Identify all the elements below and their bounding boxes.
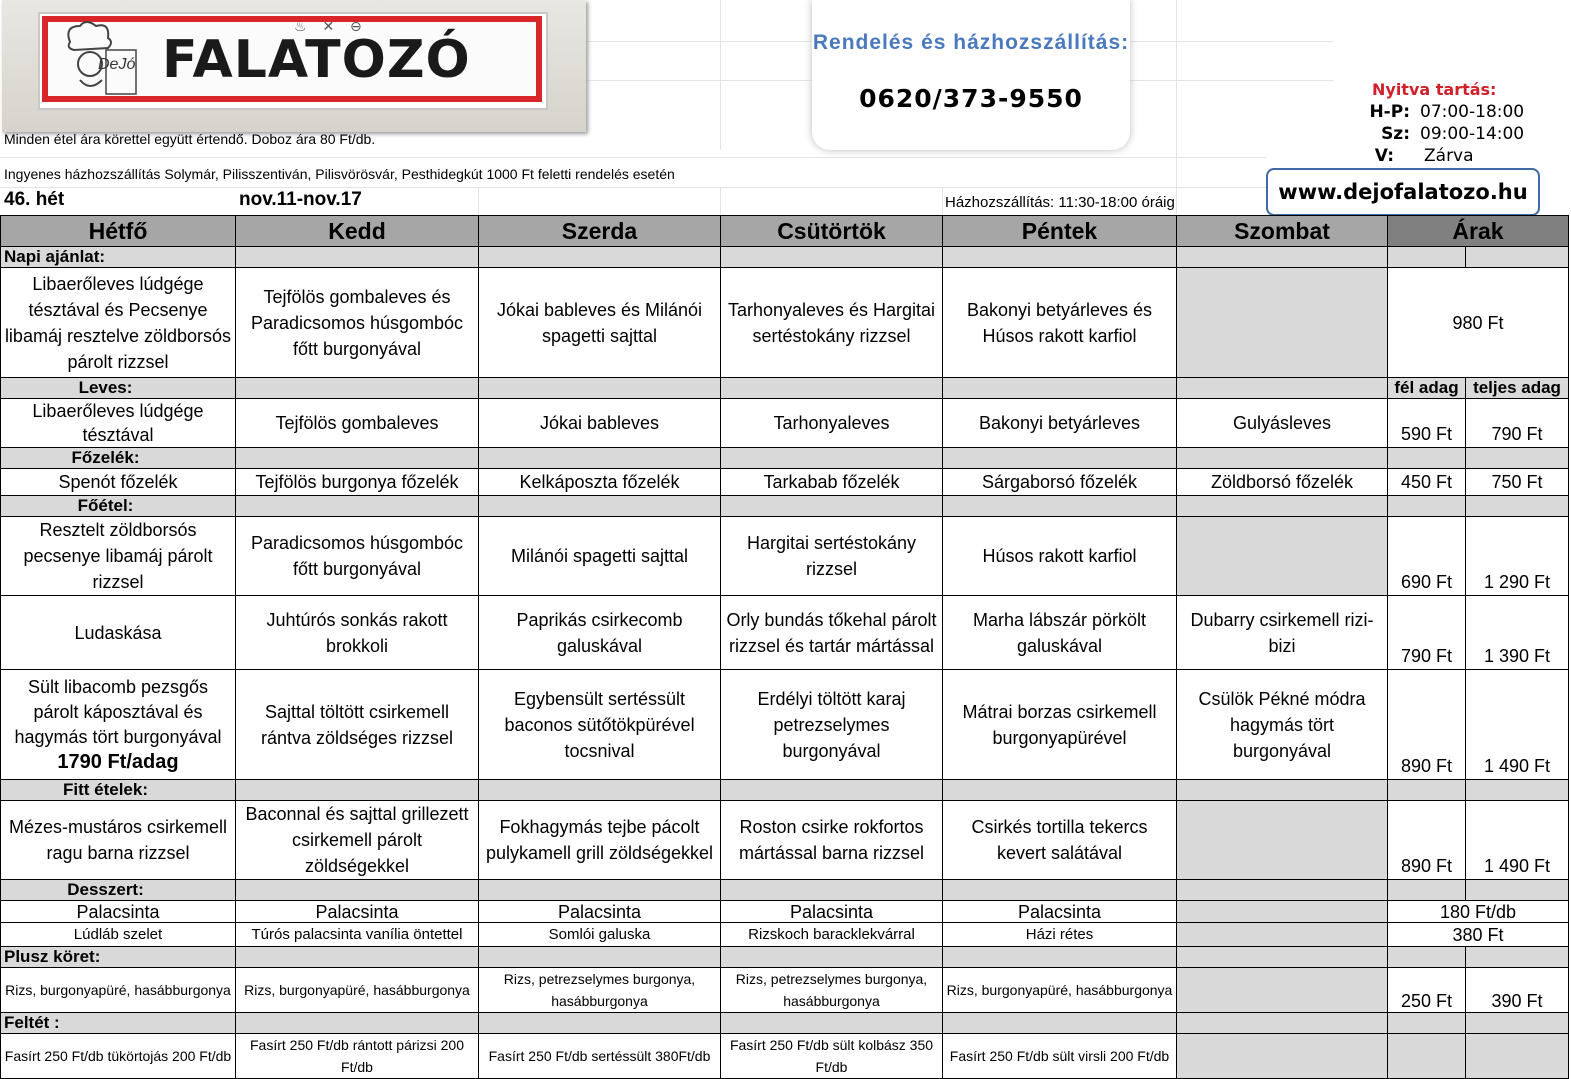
menu-cell: Sárgaborsó főzelék: [943, 469, 1177, 496]
menu-cell: Tejfölös gombaleves: [236, 399, 479, 448]
menu-cell: Egybensült sertéssült baconos sütőtökpürével tocsnival: [479, 670, 721, 780]
empty-cell: [1177, 1034, 1388, 1079]
order-card: [812, 0, 1130, 150]
delivery-time: Házhozszállítás: 11:30-18:00 óráig: [945, 194, 1175, 211]
half-price: 450 Ft: [1388, 469, 1466, 496]
hours-day: H-P:: [1369, 102, 1410, 122]
menu-cell: Hargitai sertéstokány rizzsel: [721, 517, 943, 596]
menu-cell: [1, 670, 236, 780]
week-dates: nov.11-nov.17: [239, 189, 362, 210]
delivery-note: Ingyenes házhozszállítás Solymár, Pilisszentiván, Pilisvörösvár, Pesthidegkút 1000 Ft feletti rendelés esetén: [4, 166, 675, 182]
half-price: 590 Ft: [1388, 399, 1466, 448]
table-row: [1, 670, 1569, 780]
category-row: [1, 947, 1569, 968]
half-portion-label: fél adag: [1388, 378, 1466, 399]
menu-cell: Tarhonyaleves: [721, 399, 943, 448]
category-label: Fitt ételek:: [1, 780, 236, 801]
menu-cell: Rizs, burgonyapüré, hasábburgonya: [1, 968, 236, 1013]
full-price: 1 490 Ft: [1466, 801, 1569, 880]
order-title: Rendelés és házhozszállítás:: [812, 31, 1130, 54]
restaurant-logo: [2, 0, 586, 132]
menu-cell: Rizs, petrezselymes burgonya, hasábburgonya: [479, 968, 721, 1013]
website-link[interactable]: www.dejofalatozo.hu: [1266, 168, 1540, 216]
menu-cell: Kelkáposzta főzelék: [479, 469, 721, 496]
week-label: 46. hét: [4, 189, 65, 210]
menu-cell: Paprikás csirkecomb galuskával: [479, 596, 721, 670]
menu-cell: Milánói spagetti sajttal: [479, 517, 721, 596]
table-row: [1, 968, 1569, 1013]
menu-cell: Palacsinta: [721, 901, 943, 923]
menu-cell: Ludaskása: [1, 596, 236, 670]
full-price: 1 290 Ft: [1466, 517, 1569, 596]
menu-cell: Palacsinta: [236, 901, 479, 923]
table-header-row: [1, 216, 1569, 247]
menu-cell: Libaerőleves lúdgége tésztával: [1, 399, 236, 448]
menu-cell: Fasírt 250 Ft/db sült virsli 200 Ft/db: [943, 1034, 1177, 1079]
menu-cell: Libaerőleves lúdgége tésztával és Pecsenye libamáj resztelve zöldborsós párolt rizzsel: [1, 268, 236, 378]
menu-cell: Palacsinta: [479, 901, 721, 923]
menu-cell: Juhtúrós sonkás rakott brokkoli: [236, 596, 479, 670]
menu-cell: Rizskoch baracklekvárral: [721, 923, 943, 947]
hours-row: [1334, 124, 1524, 144]
logo-sub: DeJó: [98, 56, 136, 73]
menu-cell: Sajttal töltött csirkemell rántva zöldséges rizzsel: [236, 670, 479, 780]
hours-time: 07:00-18:00: [1420, 102, 1525, 122]
menu-cell: Jókai bableves: [479, 399, 721, 448]
empty-cell: [1177, 968, 1388, 1013]
category-label: Feltét :: [1, 1013, 236, 1034]
box-price-note: Minden étel ára körettel együtt értendő. Doboz ára 80 Ft/db.: [4, 131, 376, 147]
empty-cell: [1466, 1034, 1569, 1079]
day-header-tuesday: Kedd: [236, 216, 479, 247]
menu-cell: Baconnal és sajttal grillezett csirkemell párolt zöldségekkel: [236, 801, 479, 880]
menu-cell: Somlói galuska: [479, 923, 721, 947]
table-row: [1, 801, 1569, 880]
hours-title: Nyitva tartás:: [1372, 80, 1497, 99]
dish-text: Sült libacomb pezsgős párolt káposztával és hagymás tört burgonyával: [14, 676, 222, 747]
table-row: [1, 268, 1569, 378]
menu-cell: Spenót főzelék: [1, 469, 236, 496]
menu-cell: Zöldborsó főzelék: [1177, 469, 1388, 496]
menu-cell: Paradicsomos húsgombóc főtt burgonyával: [236, 517, 479, 596]
category-row: [1, 1013, 1569, 1034]
category-row: [1, 496, 1569, 517]
half-price: 250 Ft: [1388, 968, 1466, 1013]
menu-cell: Húsos rakott karfiol: [943, 517, 1177, 596]
half-price: 890 Ft: [1388, 670, 1466, 780]
menu-cell: Fasírt 250 Ft/db rántott párizsi 200 Ft/db: [236, 1034, 479, 1079]
price-cell: 380 Ft: [1388, 923, 1569, 947]
table-row: [1, 399, 1569, 448]
hours-row: [1334, 102, 1524, 122]
empty-cell: [1388, 1034, 1466, 1079]
empty-cell: [1177, 801, 1388, 880]
category-row: [1, 378, 1569, 399]
hours-row: [1334, 146, 1474, 166]
half-price: 790 Ft: [1388, 596, 1466, 670]
table-row: [1, 596, 1569, 670]
menu-cell: Gulyásleves: [1177, 399, 1388, 448]
table-row: [1, 923, 1569, 947]
menu-cell: Fasírt 250 Ft/db sült kolbász 350 Ft/db: [721, 1034, 943, 1079]
hours-time: 09:00-14:00: [1420, 124, 1525, 144]
full-price: 790 Ft: [1466, 399, 1569, 448]
day-header-friday: Péntek: [943, 216, 1177, 247]
table-row: [1, 517, 1569, 596]
half-price: 890 Ft: [1388, 801, 1466, 880]
menu-cell: Mátrai borzas csirkemell burgonyapürével: [943, 670, 1177, 780]
menu-cell: Rizs, petrezselymes burgonya, hasábburgonya: [721, 968, 943, 1013]
menu-cell: Erdélyi töltött karaj petrezselymes burgonyával: [721, 670, 943, 780]
menu-cell: Fokhagymás tejbe pácolt pulykamell grill zöldségekkel: [479, 801, 721, 880]
menu-cell: Lúdláb szelet: [1, 923, 236, 947]
menu-cell: Csülök Pékné módra hagymás tört burgonyával: [1177, 670, 1388, 780]
menu-cell: Marha lábszár pörkölt galuskával: [943, 596, 1177, 670]
full-price: 390 Ft: [1466, 968, 1569, 1013]
menu-cell: Tejfölös burgonya főzelék: [236, 469, 479, 496]
table-row: [1, 469, 1569, 496]
menu-cell: Palacsinta: [1, 901, 236, 923]
menu-cell: Rizs, burgonyapüré, hasábburgonya: [236, 968, 479, 1013]
empty-cell: [1177, 901, 1388, 923]
empty-cell: [1177, 268, 1388, 378]
full-price: 750 Ft: [1466, 469, 1569, 496]
menu-cell: Rizs, burgonyapüré, hasábburgonya: [943, 968, 1177, 1013]
day-header-monday: Hétfő: [1, 216, 236, 247]
menu-cell: Házi rétes: [943, 923, 1177, 947]
menu-cell: Roston csirke rokfortos mártással barna rizzsel: [721, 801, 943, 880]
menu-cell: Tejfölös gombaleves és Paradicsomos húsgombóc főtt burgonyával: [236, 268, 479, 378]
day-header-thursday: Csütörtök: [721, 216, 943, 247]
menu-cell: Túrós palacsinta vanília öntettel: [236, 923, 479, 947]
hours-day: V:: [1374, 146, 1394, 166]
day-header-wednesday: Szerda: [479, 216, 721, 247]
opening-hours: [1334, 78, 1568, 166]
hours-day: Sz:: [1381, 124, 1410, 144]
menu-cell: Mézes-mustáros csirkemell ragu barna rizzsel: [1, 801, 236, 880]
category-label: Főétel:: [1, 496, 236, 517]
menu-cell: Csirkés tortilla tekercs kevert salátával: [943, 801, 1177, 880]
full-portion-label: teljes adag: [1466, 378, 1569, 399]
category-row: [1, 780, 1569, 801]
menu-cell: Dubarry csirkemell rizi-bizi: [1177, 596, 1388, 670]
category-row: [1, 247, 1569, 268]
menu-cell: Fasírt 250 Ft/db tükörtojás 200 Ft/db: [1, 1034, 236, 1079]
table-row: [1, 1034, 1569, 1079]
menu-cell: Bakonyi betyárleves és Húsos rakott karfiol: [943, 268, 1177, 378]
category-label: Leves:: [1, 378, 236, 399]
category-label: Desszert:: [1, 880, 236, 901]
menu-cell: Jókai bableves és Milánói spagetti sajttal: [479, 268, 721, 378]
half-price: 690 Ft: [1388, 517, 1466, 596]
category-label: Főzelék:: [1, 448, 236, 469]
full-price: 1 390 Ft: [1466, 596, 1569, 670]
empty-cell: [1177, 517, 1388, 596]
prices-header: Árak: [1388, 216, 1569, 247]
utensils-icon: ♨ ✕ ⊖: [294, 18, 368, 34]
category-label: Napi ajánlat:: [1, 247, 236, 268]
empty-cell: [1177, 923, 1388, 947]
menu-cell: Orly bundás tőkehal párolt rizzsel és tartár mártással: [721, 596, 943, 670]
category-row: [1, 448, 1569, 469]
menu-cell: Tarhonyaleves és Hargitai sertéstokány rizzsel: [721, 268, 943, 378]
menu-cell: Fasírt 250 Ft/db sertéssült 380Ft/db: [479, 1034, 721, 1079]
menu-cell: Bakonyi betyárleves: [943, 399, 1177, 448]
price-cell: 180 Ft/db: [1388, 901, 1569, 923]
logo-name: FALATOZÓ: [162, 30, 471, 90]
table-row: [1, 901, 1569, 923]
category-row: [1, 880, 1569, 901]
price-cell: 980 Ft: [1388, 268, 1569, 378]
order-phone[interactable]: 0620/373-9550: [859, 84, 1083, 113]
hours-time: Zárva: [1424, 146, 1474, 166]
full-price: 1 490 Ft: [1466, 670, 1569, 780]
weekly-menu-table: [0, 215, 1569, 1079]
day-header-saturday: Szombat: [1177, 216, 1388, 247]
menu-cell: Resztelt zöldborsós pecsenye libamáj párolt rizzsel: [1, 517, 236, 596]
special-price: 1790 Ft/adag: [57, 750, 179, 773]
category-label: Plusz köret:: [1, 947, 236, 968]
menu-cell: Tarkabab főzelék: [721, 469, 943, 496]
menu-cell: Palacsinta: [943, 901, 1177, 923]
